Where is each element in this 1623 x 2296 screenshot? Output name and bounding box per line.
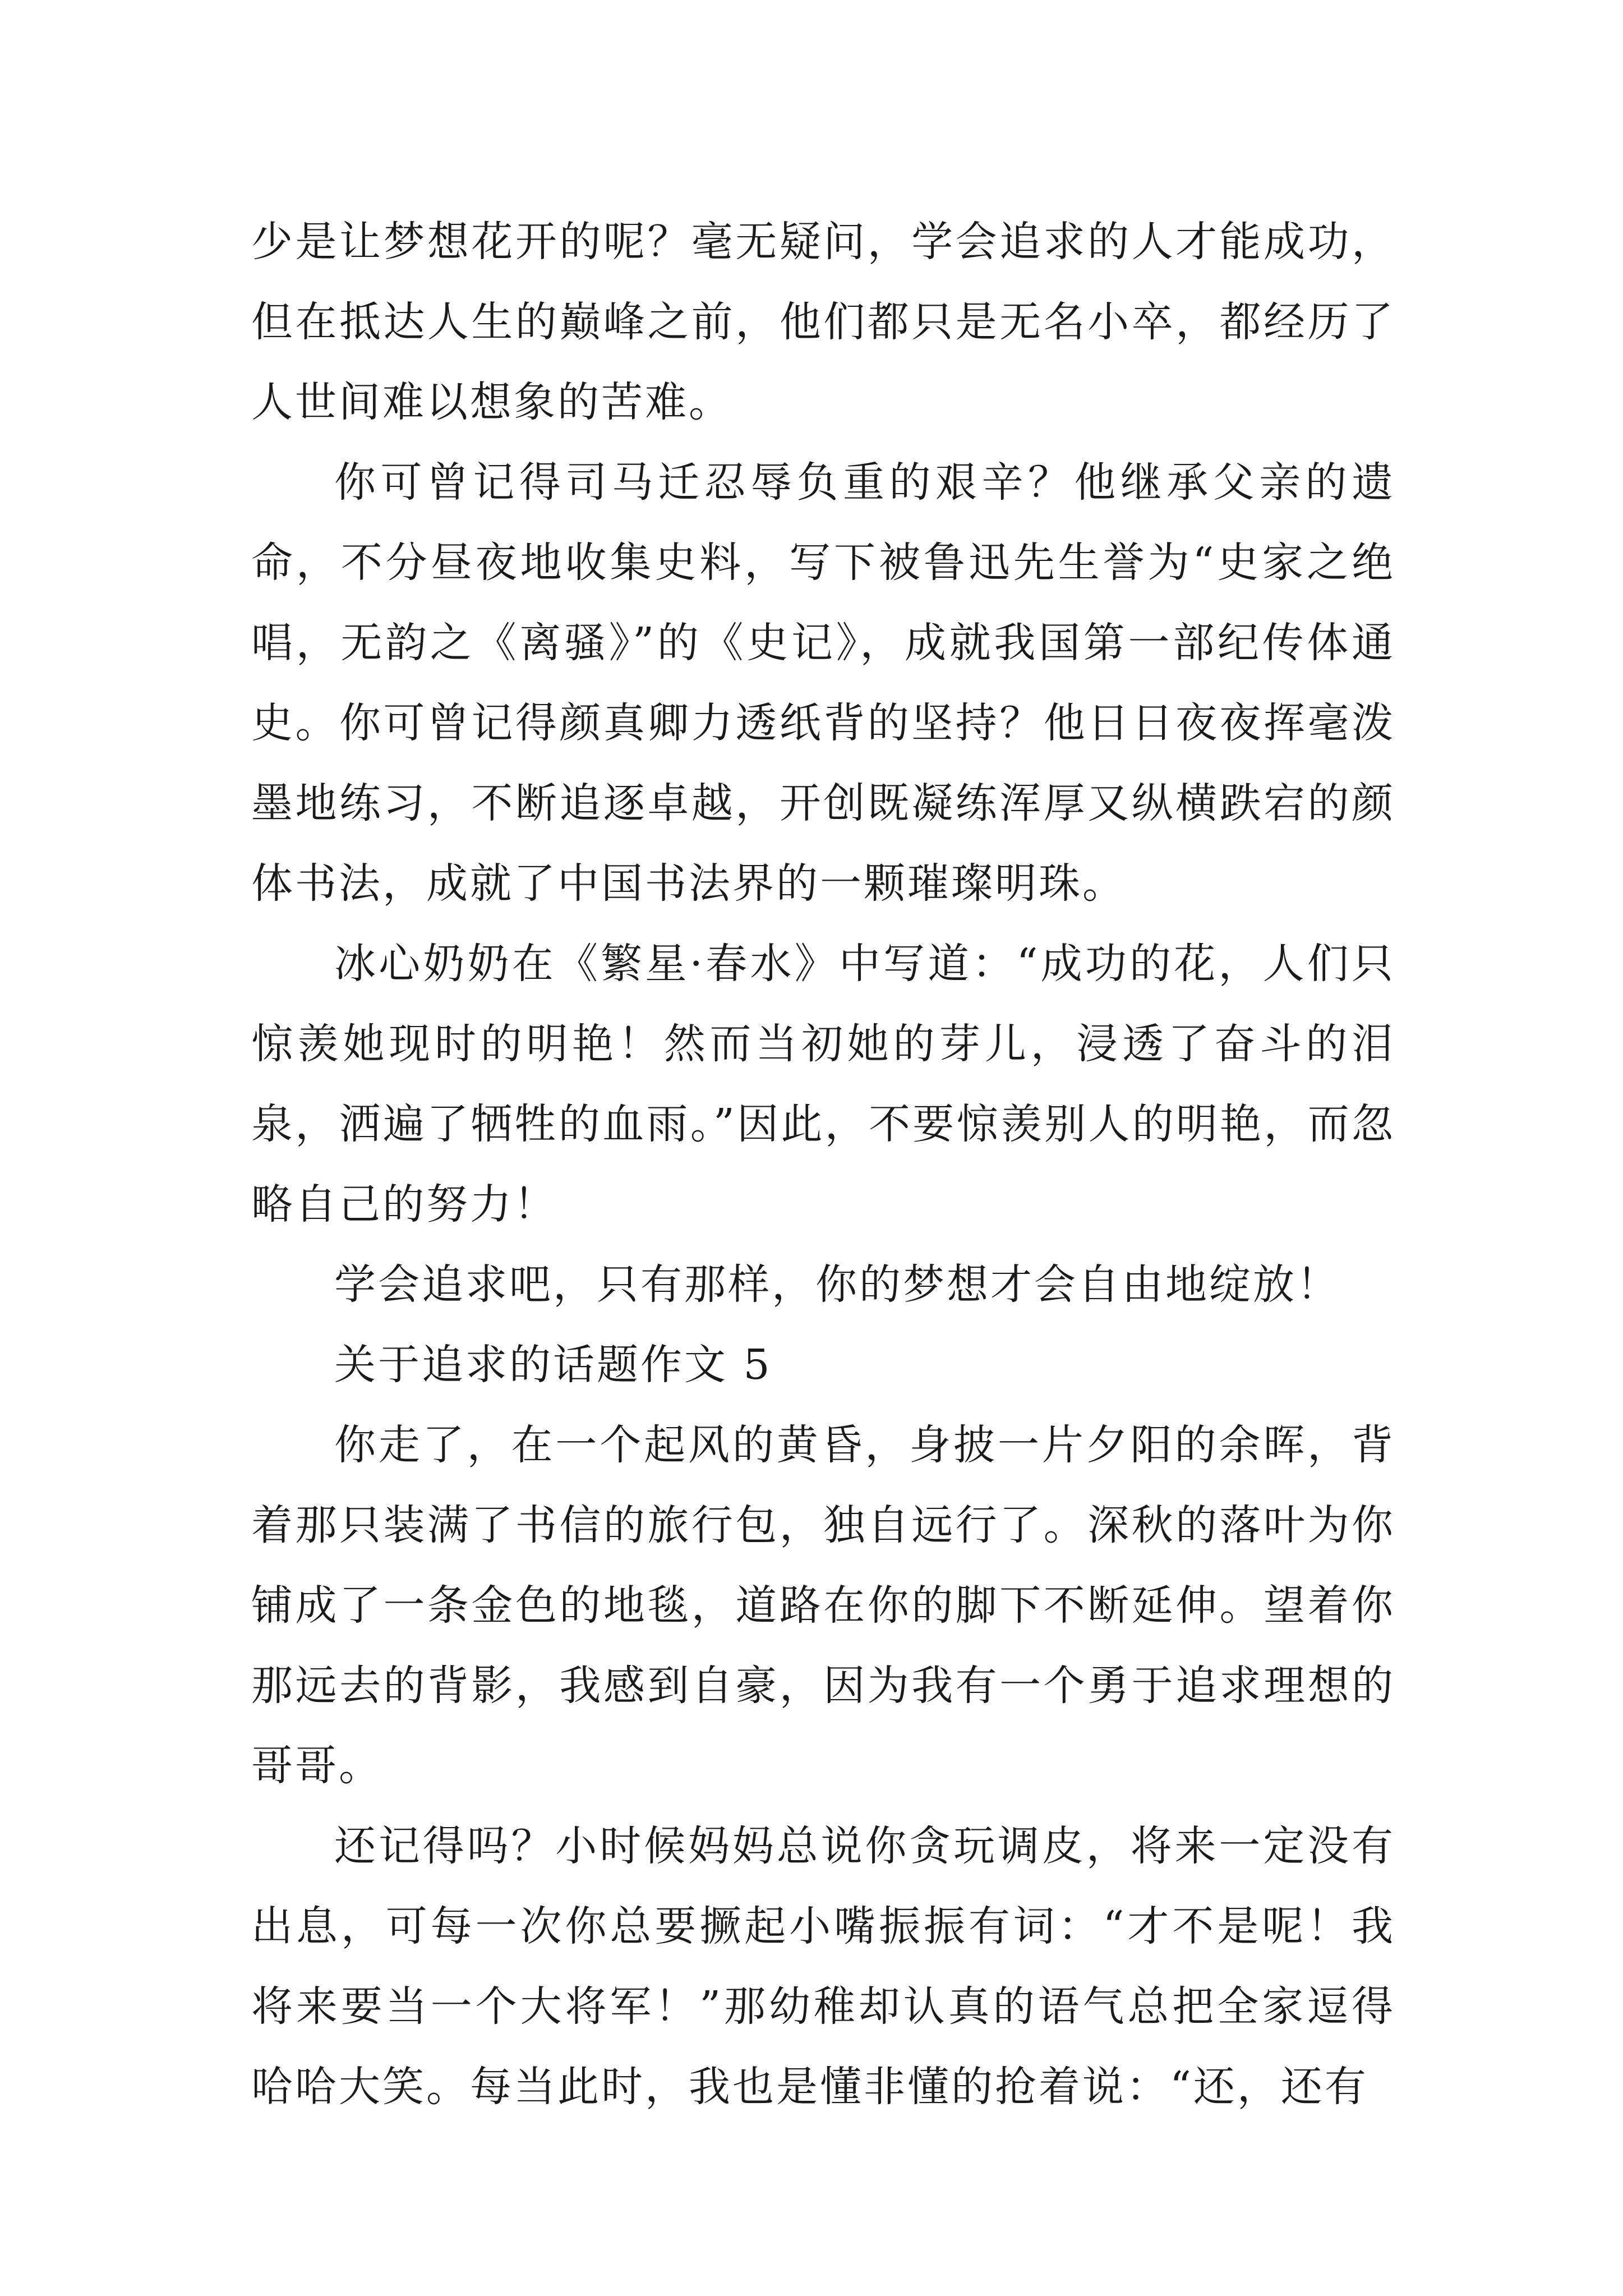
document-body <box>251 202 1395 2127</box>
paragraph-conclusion: 学会追求吧，只有那样，你的梦想才会自由地绽放！ <box>334 1260 1340 1309</box>
paragraph-brother-departure: 你走了，在一个起风的黄昏，身披一片夕阳的余晖，背着那只装满了书信的旅行包，独自远行了。深秋的落叶为你铺成了一条金色的地毯，道路在你的脚下不断延伸。望着你那远去的背影，我感到自豪，因为我有一个勇于追求理想的哥哥。 <box>251 1421 1395 1790</box>
essay-heading: 关于追求的话题作文 5 <box>334 1341 772 1389</box>
paragraph-simaqian-yanzhenqing: 你可曾记得司马迁忍辱负重的艰辛？他继承父亲的遗命，不分昼夜地收集史料，写下被鲁迅先生誉为“史家之绝唱，无韵之《离骚》”的《史记》，成就我国第一部纪传体通史。你可曾记得颜真卿力透纸背的坚持？他日日夜夜挥毫泼墨地练习，不断追逐卓越，开创既凝练浑厚又纵横跌宕的颜体书法，成就了中国书法界的一颗璀璨明珠。 <box>251 458 1395 908</box>
paragraph-continuation: 少是让梦想花开的呢？毫无疑问，学会追求的人才能成功，但在抵达人生的巅峰之前，他们都只是无名小卒，都经历了人世间难以想象的苦难。 <box>251 218 1395 426</box>
paragraph-childhood-memory: 还记得吗？小时候妈妈总说你贪玩调皮，将来一定没有出息，可每一次你总要撅起小嘴振振有词：“才不是呢！我将来要当一个大将军！”那幼稚却认真的语气总把全家逗得哈哈大笑。每当此时，我也是懂非懂的抢着说：“还，还有 <box>251 1822 1395 2111</box>
paragraph-bingxin-quote: 冰心奶奶在《繁星·春水》中写道：“成功的花，人们只惊羡她现时的明艳！然而当初她的芽儿，浸透了奋斗的泪泉，洒遍了牺牲的血雨。”因此，不要惊羡别人的明艳，而忽略自己的努力！ <box>251 940 1395 1228</box>
